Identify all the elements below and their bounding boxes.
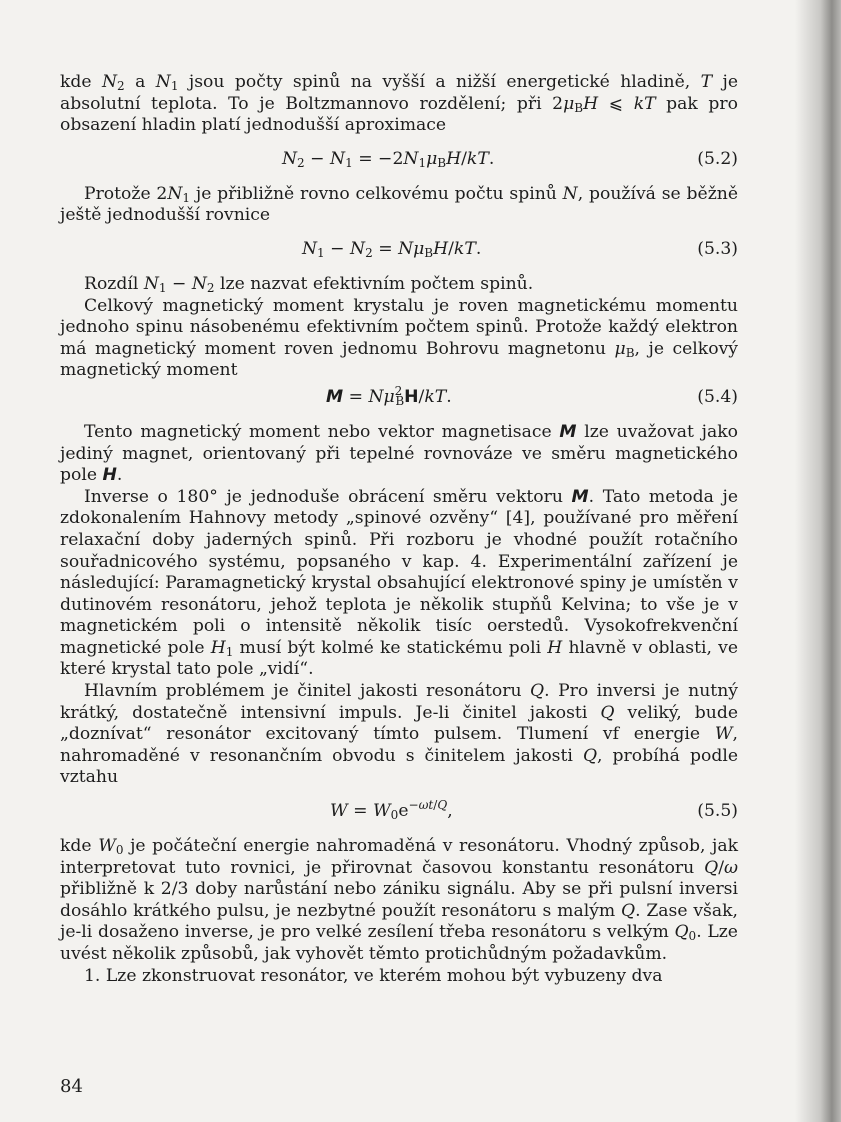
- equation-number: (5.2): [697, 148, 738, 169]
- paragraph: Inverse o 180° je jednoduše obrácení směru vektoru M. Tato metoda je zdokonalením Hahnovy metody „spinové ozvěny“ [4], používané pro měření relaxační doby jaderných spinů. Při rozboru je vhodné použít rotačního souřadnicového systému, popsaného v kap. 4. Experimentální zařízení je následující: Paramagnetický krystal obsahující elektronové spiny je umístěn v dutinovém resonátoru, jehož teplota je několik stupňů Kelvina; to vše je v magnetickém poli o intensitě několik tisíc oerstedů. Vysokofrekvenční magnetické pole $H_1$ musí být kolmé ke statickému poli H hlavně v oblasti, ve které krystal tato pole „vidí“.: [60, 486, 738, 680]
- paragraph: Protože $2N_1$ je přibližně rovno celkovému počtu spinů N, používá se běžně ještě jednodušší rovnice: [60, 183, 738, 226]
- equation-formula: $M = N\mu^2_BH/kT$.: [326, 383, 452, 408]
- equation-number: (5.3): [697, 238, 738, 259]
- equation-formula: $N_2 - N_1 = -2N_1\mu_BH/kT$.: [282, 148, 495, 170]
- paragraph: Rozdíl $N_1 - N_2$ lze nazvat efektivním počtem spinů.: [84, 273, 534, 295]
- equation-5-3: [60, 238, 738, 261]
- equation-5-5: [60, 800, 738, 823]
- paragraph: Tento magnetický moment nebo vektor magnetisace M lze uvažovat jako jediný magnet, orientovaný při tepelné rovnováze ve směru magnetického pole H.: [60, 421, 739, 486]
- equation-5-2: [60, 148, 738, 171]
- equation-number: (5.5): [697, 801, 738, 822]
- equation-formula: $N_1 - N_2 = N\mu_BH/kT$.: [302, 238, 482, 260]
- paragraph: Celkový magnetický moment krystalu je roven magnetickému momentu jednoho spinu násobenému efektivním počtem spinů. Protože každý elektron má magnetický moment roven jednomu Bohrovu magnetonu $\mu_B$, je celkový magnetický moment: [60, 295, 738, 381]
- paragraph: Hlavním problémem je činitel jakosti resonátoru Q. Pro inversi je nutný krátký, dostatečně intensivní impuls. Je-li činitel jakosti Q veliký, bude „doznívat“ resonátor excitovaný tímto pulsem. Tlumení vf energie W, nahromaděné v resonančním obvodu s činitelem jakosti Q, probíhá podle vztahu: [60, 681, 738, 788]
- paragraph: kde $N_2$ a $N_1$ jsou počty spinů na vyšší a nižší energetické hladině, T je absolutní teplota. To je Boltzmannovo rozdělení; při $2\mu_BH$ ⩽ kT pak pro obsazení hladin platí jednodušší aproximace: [60, 72, 738, 136]
- page-number: 84: [60, 1076, 83, 1097]
- equation-number: (5.4): [697, 386, 738, 407]
- equation-5-4: [60, 383, 738, 409]
- paragraph: 1. Lze zkonstruovat resonátor, ve kterém mohou být vybuzeny dva: [84, 965, 663, 986]
- page-edge-shadow: [795, 0, 841, 1122]
- equation-formula: $W = W_0e^{-\omega t/Q}$,: [330, 798, 453, 823]
- paragraph: kde $W_0$ je počáteční energie nahromaděná v resonátoru. Vhodný způsob, jak interpretovat tuto rovnici, je přirovnat časovou konstantu resonátoru Q/ω přibližně k 2/3 doby narůstání nebo zániku signálu. Aby se při pulsní inversi dosáhlo krátkého pulsu, je nezbytné použít resonátoru s malým Q. Zase však, je-li dosaženo inverse, je pro velké zesílení třeba resonátoru s velkým $Q_0$. Lze uvést několik způsobů, jak vyhovět těmto protichůdným požadavkům.: [60, 836, 738, 964]
- page-body: [60, 72, 738, 987]
